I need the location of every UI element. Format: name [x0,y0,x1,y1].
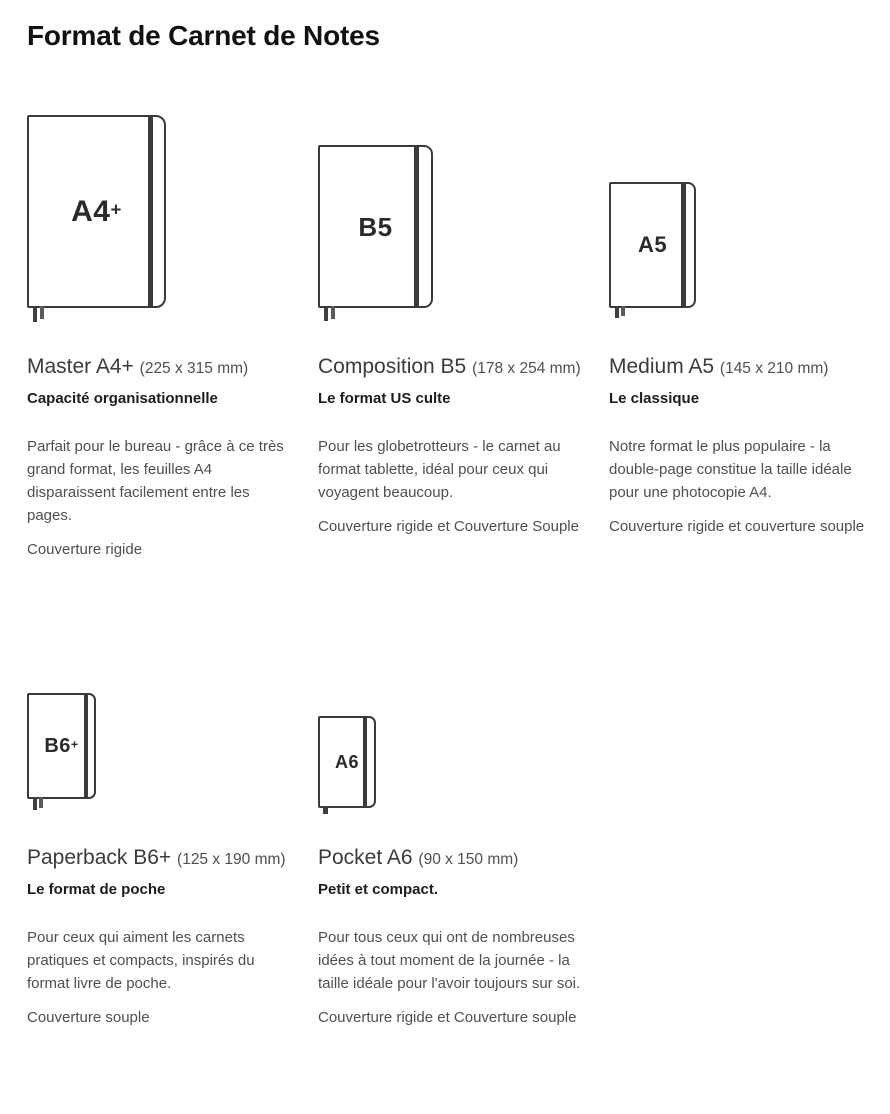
format-title [318,353,586,380]
bookmark-ribbon-icon [39,797,43,808]
format-dimensions: (145 x 210 mm) [719,360,829,377]
format-name: Medium A5 [609,355,715,378]
cover-options: Couverture rigide et Couverture Souple [318,518,579,536]
cover-options: Couverture rigide et Couverture souple [318,1009,577,1027]
notebook-b5-icon [318,145,433,308]
format-name: Pocket A6 [318,846,413,870]
notebook-size-label: A5 [637,232,668,257]
format-card-b6plus [27,691,297,1029]
format-card-a4plus [27,115,297,561]
format-tagline: Petit et compact. [318,881,439,899]
format-dimensions: (178 x 254 mm) [472,360,581,377]
cover-options: Couverture rigide et couverture souple [609,518,865,536]
notebook-size-label: B5 [358,211,393,242]
notebook-a4plus-icon [27,115,166,308]
format-dimensions: (125 x 190 mm) [177,851,286,869]
bookmark-ribbon-icon [323,806,328,814]
bookmark-ribbon-icon [33,306,37,322]
format-grid [27,115,879,1029]
format-tagline: Le format US culte [318,390,451,408]
format-tagline: Le format de poche [27,881,166,899]
bookmark-ribbon-icon [33,797,37,810]
format-description: Notre format le plus populaire - la double-page constitue la taille idéale pour une photocopie A4. [609,438,852,502]
notebook-size-label: B6+ [44,735,79,758]
format-title [609,353,877,380]
format-description: Pour tous ceux qui ont de nombreuses idées à tout moment de la journée - la taille idéale pour l'avoir toujours sur soi. [318,929,581,993]
format-name: Composition B5 [318,355,467,378]
format-description: Parfait pour le bureau - grâce à ce très grand format, les feuilles A4 disparaissent facilement entre les pages. [27,438,284,525]
elastic-band-icon [84,695,88,797]
format-title [27,844,295,871]
notebook-illustration [27,115,297,308]
format-dimensions: (225 x 315 mm) [139,360,249,377]
notebook-a6-icon [318,716,376,808]
bookmark-ribbon-icon [40,306,44,319]
format-name: Master A4+ [27,355,134,378]
format-dimensions: (90 x 150 mm) [418,851,519,869]
notebook-size-label: A4+ [71,194,122,228]
notebook-illustration [318,115,588,308]
format-description: Pour ceux qui aiment les carnets pratiques et compacts, inspirés du format livre de poche. [27,929,255,993]
format-tagline: Capacité organisationnelle [27,390,218,408]
elastic-band-icon [681,184,686,306]
notebook-illustration [27,691,297,799]
notebook-size-label: A6 [334,752,359,773]
format-tagline: Le classique [609,390,700,408]
format-description: Pour les globetrotteurs - le carnet au format tablette, idéal pour ceux qui voyagent beaucoup. [318,438,561,502]
bookmark-ribbon-icon [331,306,335,319]
format-card-a5 [609,115,879,561]
bookmark-ribbon-icon [621,306,625,316]
plus-suffix: + [110,197,122,219]
notebook-illustration [609,115,879,308]
format-card-b5 [318,115,588,561]
format-card-a6 [318,691,588,1029]
notebook-a5-icon [609,182,696,308]
elastic-band-icon [148,117,153,306]
bookmark-ribbon-icon [615,306,619,318]
elastic-band-icon [363,718,367,806]
cover-options: Couverture rigide [27,541,143,559]
page-title: Format de Carnet de Notes [27,20,380,51]
cover-options: Couverture souple [27,1009,150,1027]
format-title [27,353,295,380]
format-name: Paperback B6+ [27,846,172,870]
plus-suffix: + [70,737,79,752]
bookmark-ribbon-icon [324,306,328,321]
notebook-b6plus-icon [27,693,96,799]
elastic-band-icon [414,147,419,306]
format-title [318,844,586,871]
notebook-illustration [318,691,588,799]
